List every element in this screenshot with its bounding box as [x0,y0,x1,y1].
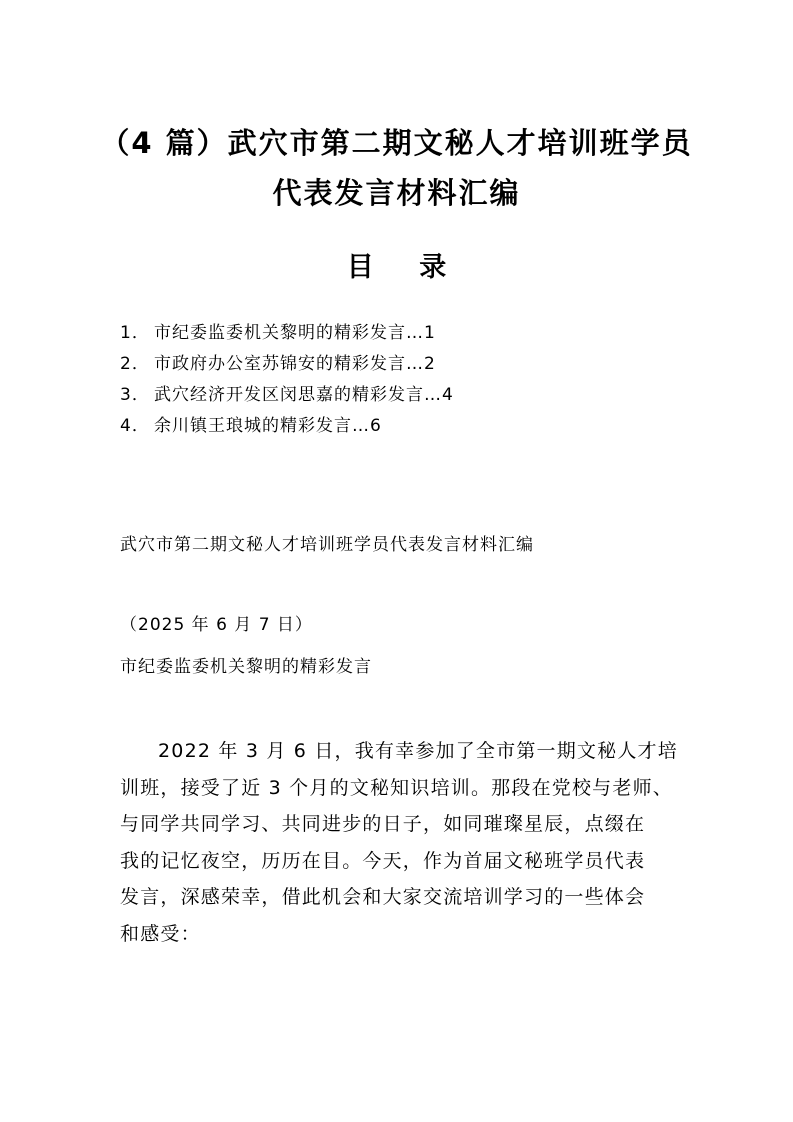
toc-item-text: 市纪委监委机关黎明的精彩发言…1 [154,323,436,343]
toc-item-text: 市政府办公室苏锦安的精彩发言…2 [154,354,436,374]
toc-item-number: 3． [120,385,150,405]
toc-item[interactable] [120,349,454,380]
paragraph-line: 2022 年 3 月 6 日，我有幸参加了全市第一期文秘人才培 [158,740,678,762]
toc-item[interactable] [120,380,454,411]
collection-title: 武穴市第二期文秘人才培训班学员代表发言材料汇编 [120,535,534,555]
paragraph-line: 我的记忆夜空，历历在目。今天，作为首届文秘班学员代表 [120,849,646,872]
paragraph-line: 和感受： [120,922,201,945]
toc-item-text: 余川镇王琅城的精彩发言…6 [154,416,382,436]
toc-item-number: 1． [120,323,150,343]
speech-date: （2025 年 6 月 7 日） [120,615,313,635]
speech-heading: 市纪委监委机关黎明的精彩发言 [120,657,372,677]
document-title-line-2: 代表发言材料汇编 [272,176,521,210]
toc-heading: 目 录 [346,252,465,283]
toc-item[interactable] [120,411,454,442]
toc-item-number: 2． [120,354,150,374]
paragraph-line: 训班，接受了近 3 个月的文秘知识培训。那段在党校与老师、 [120,776,673,799]
speech-body-paragraph [120,733,676,952]
toc-item[interactable] [120,318,454,349]
toc-item-number: 4． [120,416,150,436]
table-of-contents [120,318,454,442]
document-title-line-1: （4 篇）武穴市第二期文秘人才培训班学员 [100,126,693,160]
paragraph-line: 与同学共同学习、共同进步的日子，如同璀璨星辰，点缀在 [120,813,646,835]
toc-item-text: 武穴经济开发区闵思嘉的精彩发言…4 [154,385,454,405]
paragraph-line: 发言，深感荣幸，借此机会和大家交流培训学习的一些体会 [120,886,646,908]
